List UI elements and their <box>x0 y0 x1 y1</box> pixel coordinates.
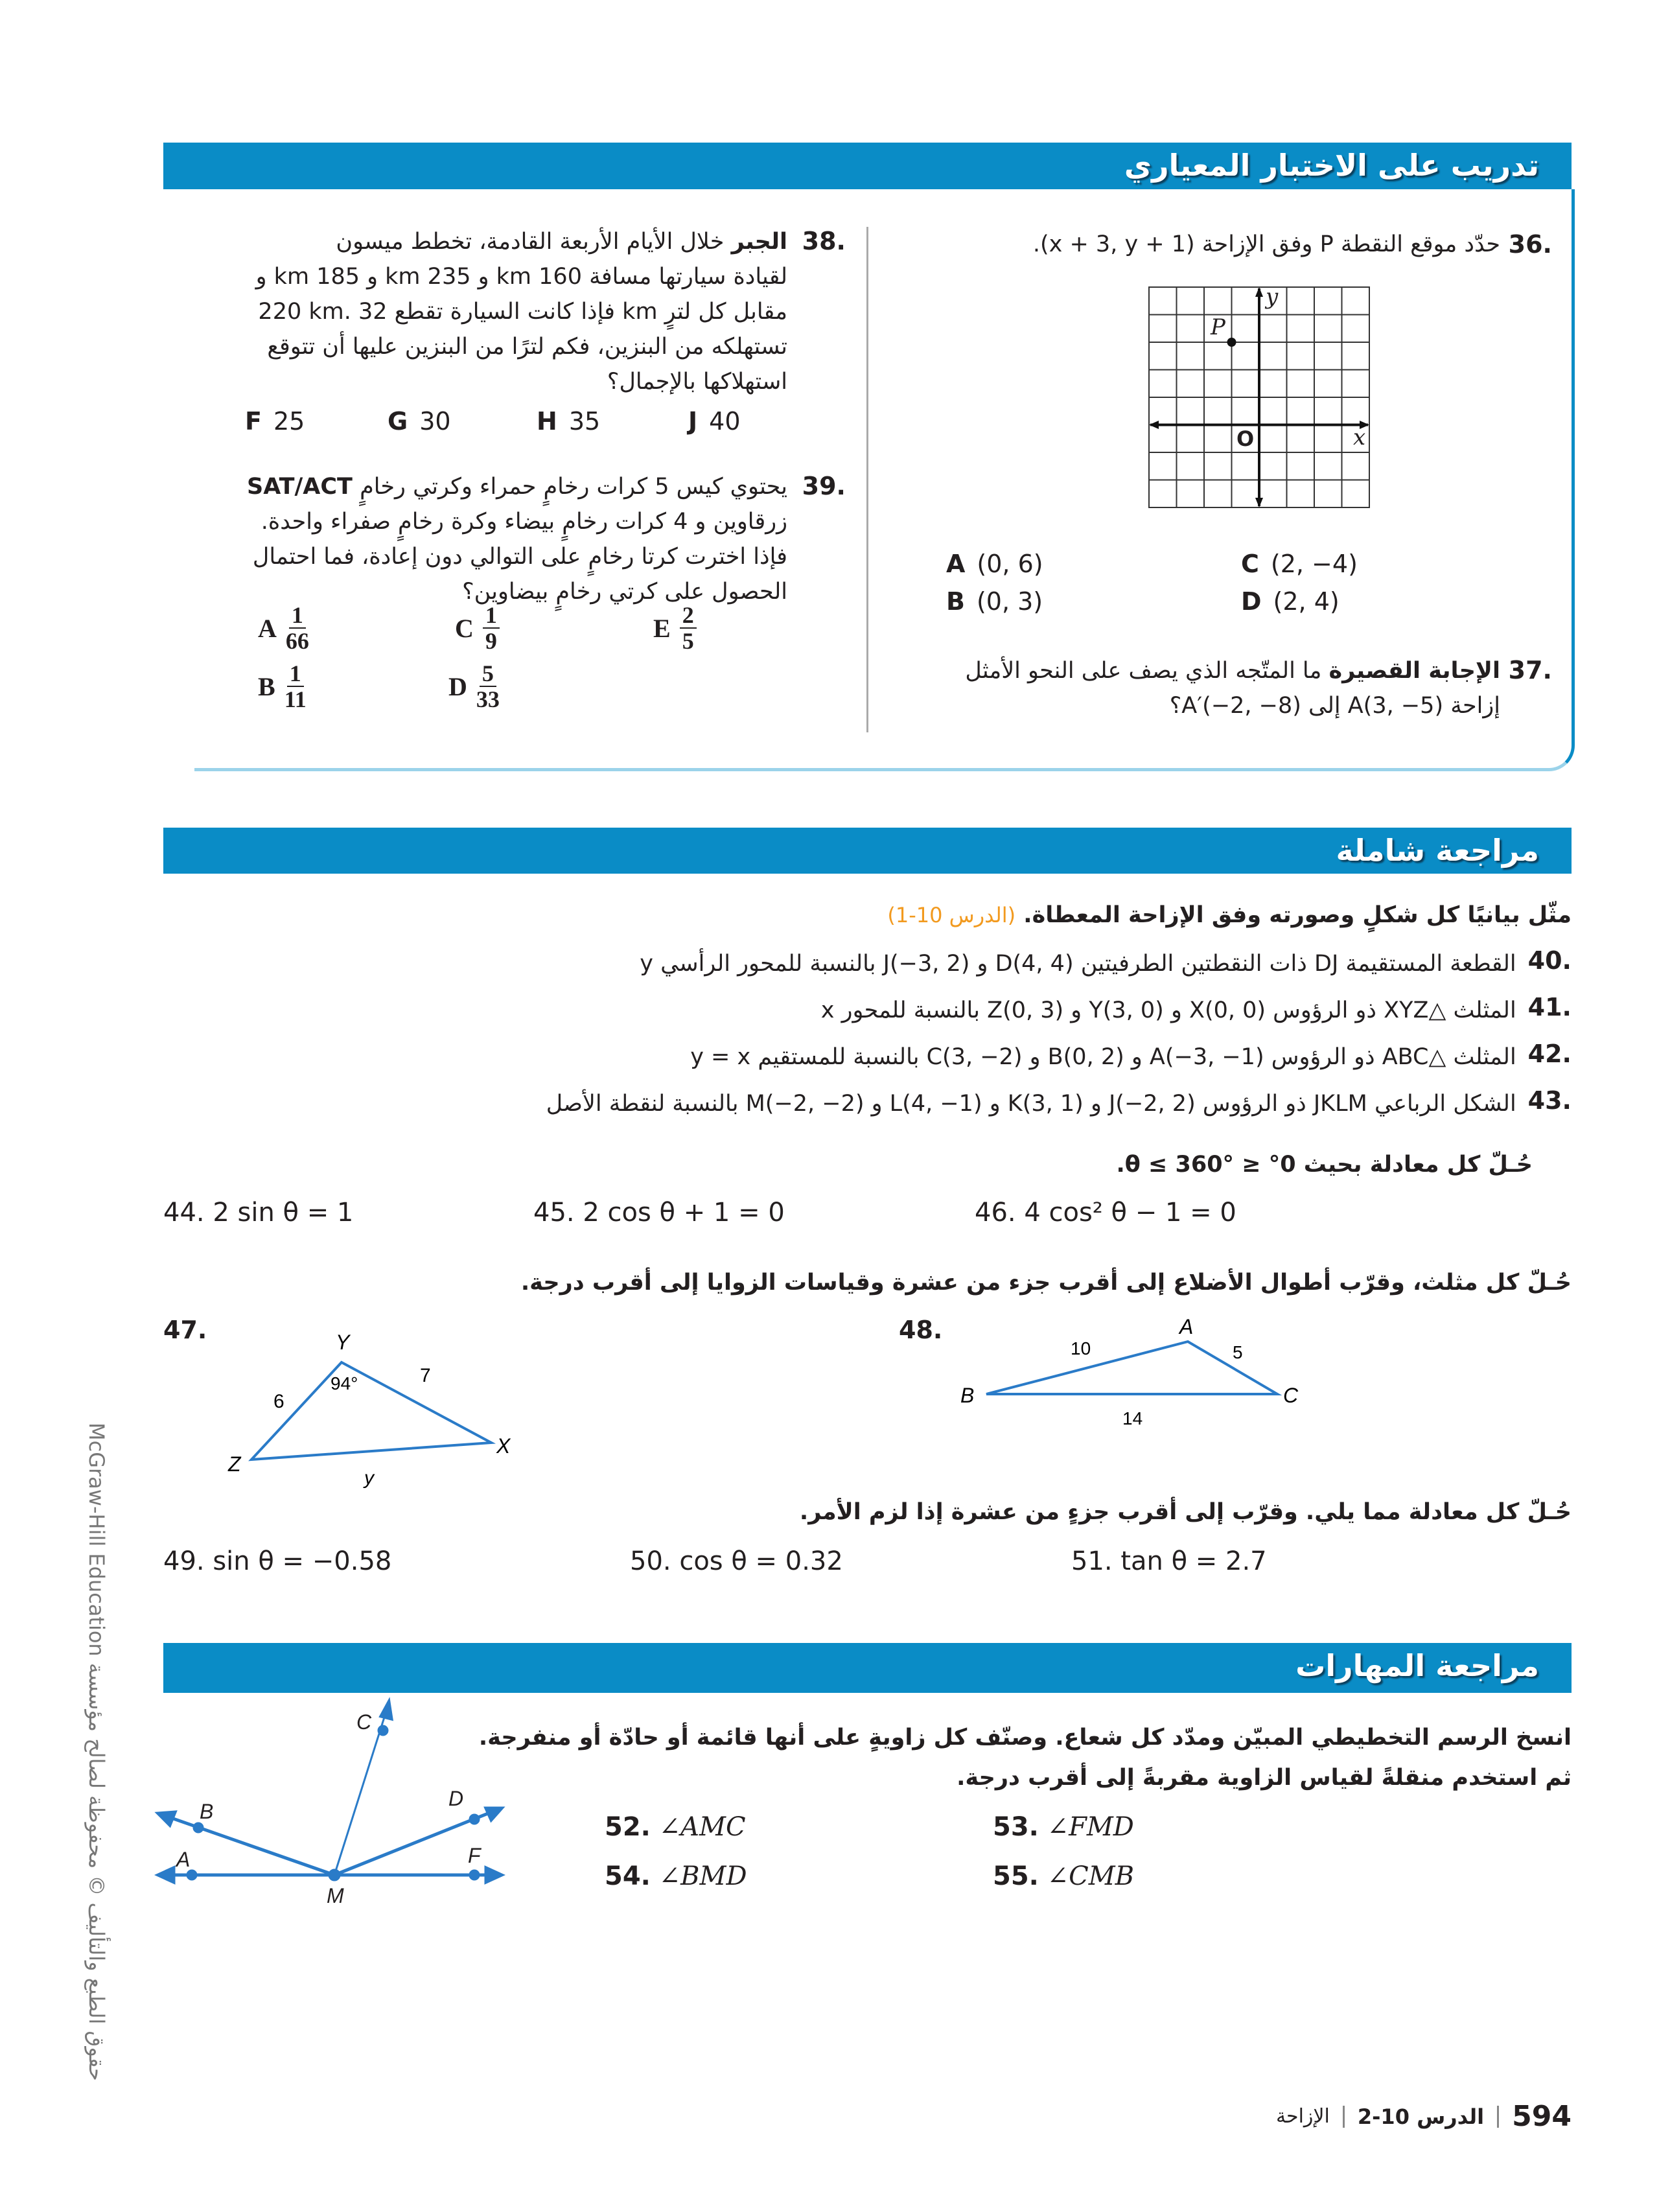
q37-tag: الإجابة القصيرة <box>1328 658 1500 684</box>
option-value: (2, 4) <box>1273 587 1340 616</box>
vertex-a-label: A <box>1179 1315 1194 1338</box>
fraction <box>483 603 500 653</box>
q38-tag: الجبر <box>731 229 787 255</box>
point-m-label: M <box>327 1884 344 1905</box>
exercise-46: 46. 4 cos² θ − 1 = 0 <box>975 1198 1236 1228</box>
vertex-x-label: X <box>496 1434 511 1458</box>
q38-line: استهلاكها بالإجمال؟ <box>607 369 787 395</box>
footer-divider <box>1497 2106 1499 2128</box>
footer-topic: الإزاحة <box>1275 2105 1330 2128</box>
angle-name: ∠CMB <box>1047 1861 1135 1891</box>
q38-line: 220 km. فإذا كانت السيارة تقطع 32 km مقابل كل لترٍ <box>258 299 787 325</box>
exercise-text: المثلث △XYZ ذو الرؤوس X(0, 0) و Y(3, 0) و Z(0, 3) بالنسبة للمحور x <box>820 997 1516 1023</box>
q38-option-f[interactable] <box>245 407 305 436</box>
exercise-row <box>211 946 1572 993</box>
copyright-credit: McGraw-Hill Education حقوق الطبع والتأليف © محفوظة لصالح مؤسسة <box>84 1423 109 2081</box>
section-title: تدريب على الاختبار المعياري <box>1124 148 1539 183</box>
q37-line1: ما المتّجه الذي يصف على النحو الأمثل <box>965 658 1322 684</box>
exercise-44: 44. 2 sin θ = 1 <box>163 1198 354 1228</box>
q36-number: 36. <box>1508 230 1552 259</box>
angle-name: ∠FMD <box>1047 1812 1134 1842</box>
instruction-line: ثم استخدم منقلةً لقياس الزاوية مقربةً إلى أقرب درجة. <box>957 1765 1572 1791</box>
exercise-53 <box>993 1812 1134 1842</box>
q39-option-c[interactable] <box>455 603 500 653</box>
denominator: 11 <box>284 686 307 712</box>
denominator: 33 <box>476 686 500 712</box>
point-p <box>1227 338 1236 347</box>
option-letter: B <box>946 587 965 616</box>
fraction <box>476 661 500 712</box>
side-bc-label: 14 <box>1122 1408 1143 1428</box>
angle-name: ∠BMD <box>658 1861 747 1891</box>
solve-instruction: حُـلّ كل معادلة بحيث 0° ≤ θ ≤ 360°. <box>1116 1152 1533 1178</box>
option-letter: A <box>946 550 966 578</box>
numerator: 1 <box>289 603 306 629</box>
ray-c-label: C <box>356 1710 372 1734</box>
exercise-text: القطعة المستقيمة DJ ذات النقطتين الطرفيتين D(4, 4) و J(−3, 2) بالنسبة للمحور الرأسي y <box>640 951 1516 977</box>
exercise-number: 43. <box>1527 1086 1572 1115</box>
q37-text <box>852 653 1500 723</box>
side-yx-label: 7 <box>420 1365 431 1386</box>
q38-number: 38. <box>802 227 846 255</box>
exercise-54 <box>605 1861 747 1891</box>
angle-name: ∠AMC <box>658 1812 746 1842</box>
rays-figure <box>143 1692 518 1905</box>
exercise-number: 40. <box>1527 946 1572 975</box>
option-letter: B <box>258 671 275 701</box>
option-value: (2, −4) <box>1270 550 1358 578</box>
exercise-50: 50. cos θ = 0.32 <box>630 1546 843 1576</box>
option-letter: A <box>258 613 277 643</box>
option-value: (0, 3) <box>976 587 1043 616</box>
option-letter: D <box>448 671 467 701</box>
side-yz-label: 6 <box>273 1391 284 1412</box>
fraction <box>286 603 309 653</box>
side-ab-label: 10 <box>1071 1338 1091 1358</box>
exercise-number: 42. <box>1527 1040 1572 1068</box>
solve-instruction-2: حُـلّ كل معادلة مما يلي. وقرّب إلى أقرب جزءٍ من عشرة إذا لزم الأمر. <box>799 1499 1572 1525</box>
fraction <box>284 661 307 712</box>
page-footer <box>1276 2100 1572 2133</box>
exercise-45: 45. 2 cos θ + 1 = 0 <box>533 1198 785 1228</box>
vertex-z-label: Z <box>228 1452 241 1476</box>
angle-label: 94° <box>331 1373 358 1393</box>
q38-option-j[interactable] <box>688 407 741 436</box>
option-letter: F <box>245 407 262 436</box>
q39-line: الحصول على كرتي رخامٍ بيضاوين؟ <box>462 579 787 605</box>
section-title: مراجعة شاملة <box>1336 833 1539 868</box>
instruction-line: انسخ الرسم التخطيطي المبيّن ومدّد كل شعاع. وصنّف كل زاويةٍ على أنها قائمة أو حادّة أو منفرجة. <box>478 1725 1572 1751</box>
q36-option-c[interactable] <box>1241 550 1358 578</box>
numerator: 2 <box>680 603 697 629</box>
q39-option-e[interactable] <box>653 603 697 653</box>
ray-d-label: D <box>448 1787 464 1810</box>
exercise-51: 51. tan θ = 2.7 <box>1071 1546 1267 1576</box>
exercise-49: 49. sin θ = −0.58 <box>163 1546 392 1576</box>
q39-tag: SAT/ACT <box>247 474 353 500</box>
exercise-text: الشكل الرباعي JKLM ذو الرؤوس J(−2, 2) و K(3, 1) و L(4, −1) و M(−2, −2) بالنسبة لنقطة الأصل <box>546 1091 1516 1117</box>
side-ac-label: 5 <box>1233 1342 1243 1362</box>
q36-option-b[interactable] <box>946 587 1043 616</box>
q39-line: فإذا اخترت كرتا رخامٍ على التوالي دون إعادة، فما احتمال <box>252 544 787 570</box>
ray-a-label: A <box>176 1848 191 1871</box>
exercise-row <box>211 1086 1572 1133</box>
origin-label: O <box>1236 426 1255 451</box>
q36-option-a[interactable] <box>946 550 1043 578</box>
exercise-number: 55. <box>993 1861 1039 1891</box>
section-header-mixed-review <box>163 828 1572 874</box>
q39-line: زرقاوين و 4 كرات رخامٍ بيضاء وكرة رخامٍ صفراء واحدة. <box>261 509 787 535</box>
page-number: 594 <box>1512 2100 1572 2133</box>
q36-text: حدّد موقع النقطة P وفق الإزاحة (x + 3, y + 1). <box>1032 231 1500 257</box>
instruction-text: مثّل بيانيًا كل شكلٍ وصورته وفق الإزاحة المعطاة. <box>1023 902 1572 928</box>
q38-text <box>185 224 787 399</box>
option-value: 40 <box>709 407 741 436</box>
triangle-instruction: حُـلّ كل مثلث، وقرّب أطوال الأضلاع إلى أقرب جزء من عشرة وقياسات الزوايا إلى أقرب درجة. <box>520 1270 1572 1296</box>
exercise-text: المثلث △ABC ذو الرؤوس A(−3, −1) و B(0, 2) و C(3, −2) بالنسبة للمستقيم y = x <box>690 1044 1516 1070</box>
q38-line: تستهلكه من البنزين، فكم لترًا من البنزين عليها أن تتوقع <box>267 334 787 360</box>
graph-instruction <box>275 898 1572 933</box>
denominator: 66 <box>285 628 309 654</box>
q39-line: يحتوي كيس 5 كرات رخامٍ حمراء وكرتي رخامٍ <box>360 474 787 500</box>
q39-option-b[interactable] <box>258 661 307 712</box>
option-value: 30 <box>419 407 451 436</box>
exercise-48-number: 48. <box>899 1316 943 1344</box>
option-letter: G <box>388 407 408 436</box>
vertex-y-label: Y <box>336 1331 350 1354</box>
q38-line: خلال الأيام الأربعة القادمة، تخطط ميسون <box>336 229 725 255</box>
exercise-55 <box>993 1861 1134 1891</box>
exercise-number: 53. <box>993 1812 1039 1842</box>
option-letter: C <box>1241 550 1259 578</box>
q39-option-a[interactable] <box>258 603 309 653</box>
option-value: 25 <box>273 407 305 436</box>
exercise-list-40-43 <box>211 946 1572 1133</box>
footer-divider <box>1343 2106 1345 2128</box>
skills-instruction <box>470 1717 1572 1798</box>
exercise-number: 52. <box>605 1812 651 1842</box>
ray-b-label: B <box>200 1800 214 1823</box>
option-letter: H <box>537 407 557 436</box>
q37-number: 37. <box>1508 656 1552 684</box>
q38-option-g[interactable] <box>388 407 451 436</box>
x-axis-label: x <box>1353 425 1366 450</box>
q36-option-d[interactable] <box>1241 587 1340 616</box>
q39-text <box>139 469 787 609</box>
triangle-xyz-figure <box>214 1309 525 1497</box>
fraction <box>680 603 697 653</box>
option-letter: J <box>688 407 698 436</box>
q38-option-h[interactable] <box>537 407 600 436</box>
section-header-standardized-test <box>163 143 1572 189</box>
triangle-abc-figure <box>953 1309 1316 1445</box>
q39-option-d[interactable] <box>448 661 500 712</box>
q38-line: لقيادة سيارتها مسافة 160 km و 235 km و 185 km و <box>255 264 787 290</box>
option-value: (0, 6) <box>977 550 1043 578</box>
section-title: مراجعة المهارات <box>1295 1648 1539 1683</box>
exercise-52 <box>605 1812 746 1842</box>
numerator: 1 <box>287 661 304 687</box>
exercise-47-number: 47. <box>163 1316 207 1344</box>
numerator: 1 <box>483 603 500 629</box>
side-zx-label: y <box>364 1467 374 1489</box>
footer-lesson: الدرس 10-2 <box>1357 2104 1485 2129</box>
option-letter: D <box>1241 587 1262 616</box>
point-p-label: P <box>1211 314 1225 340</box>
vertex-b-label: B <box>960 1384 975 1407</box>
option-letter: C <box>455 613 474 643</box>
exercise-row <box>211 993 1572 1040</box>
denominator: 5 <box>682 628 694 654</box>
lesson-reference[interactable]: (الدرس 10-1) <box>887 903 1016 927</box>
ray-f-label: F <box>468 1844 481 1867</box>
q39-number: 39. <box>802 472 846 500</box>
exercise-row <box>211 1040 1572 1086</box>
option-value: 35 <box>568 407 601 436</box>
q37-line2: إزاحة A(3, −5) إلى A′(−2, −8)؟ <box>1169 693 1500 719</box>
exercise-number: 41. <box>1527 993 1572 1021</box>
q36-coordinate-grid <box>1147 285 1374 512</box>
numerator: 5 <box>480 661 496 687</box>
denominator: 9 <box>485 628 497 654</box>
option-letter: E <box>653 613 671 643</box>
section-header-skills-review <box>163 1643 1572 1693</box>
vertex-c-label: C <box>1283 1384 1299 1407</box>
y-axis-label: y <box>1266 284 1279 310</box>
exercise-number: 54. <box>605 1861 651 1891</box>
